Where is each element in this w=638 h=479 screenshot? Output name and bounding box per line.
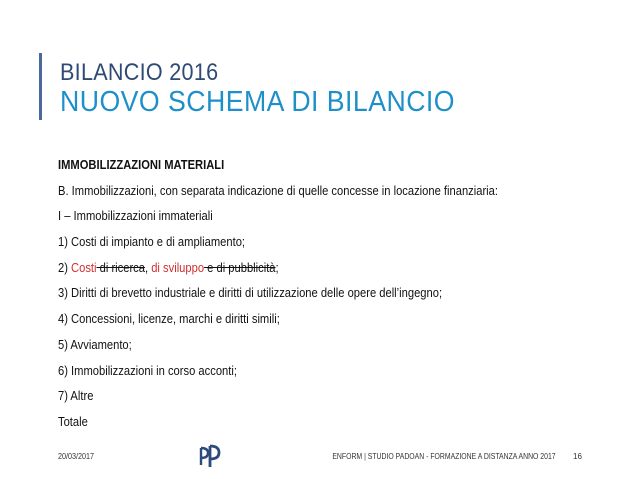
item2-pubblicita: e di pubblicità [204,259,276,275]
intro-line: B. Immobilizzazioni, con separata indicazione di quelle concesse in locazione finanziaria: [58,182,498,198]
list-item-6: 6) Immobilizzazioni in corso acconti; [58,362,237,378]
footer-date: 20/03/2017 [58,452,95,461]
list-item-7: 7) Altre [58,388,94,404]
page-number: 16 [573,452,582,461]
list-item-4: 4) Concessioni, licenze, marchi e diritti simili; [58,311,280,327]
total-line: Totale [58,413,88,429]
item2-di-sviluppo: di sviluppo [148,259,205,275]
list-item-5: 5) Avviamento; [58,336,132,352]
slide-body [58,155,618,438]
section-title: I – Immobilizzazioni immateriali [58,208,213,224]
list-item-3: 3) Diritti di brevetto industriale e diritti di utilizzazione delle opere dell’ingegno; [58,285,443,301]
title-accent-bar [39,53,42,120]
item2-costi: Costi [71,259,97,275]
item2-comma: , [144,259,149,275]
item2-di-ricerca: di ricerca [96,259,145,275]
footer-text: ENFORM | STUDIO PADOAN - FORMAZIONE A DISTANZA ANNO 2017 [332,452,556,461]
section-heading: IMMOBILIZZAZIONI MATERIALI [58,157,225,172]
slide-title: BILANCIO 2016 [60,59,219,86]
slide-subtitle: NUOVO SCHEMA DI BILANCIO [60,86,456,118]
padoan-logo-icon [197,443,223,469]
item2-end: ; [275,259,279,275]
item2-prefix: 2) [58,259,72,275]
list-item-1: 1) Costi di impianto e di ampliamento; [58,234,246,250]
list-item-2 [58,258,540,284]
